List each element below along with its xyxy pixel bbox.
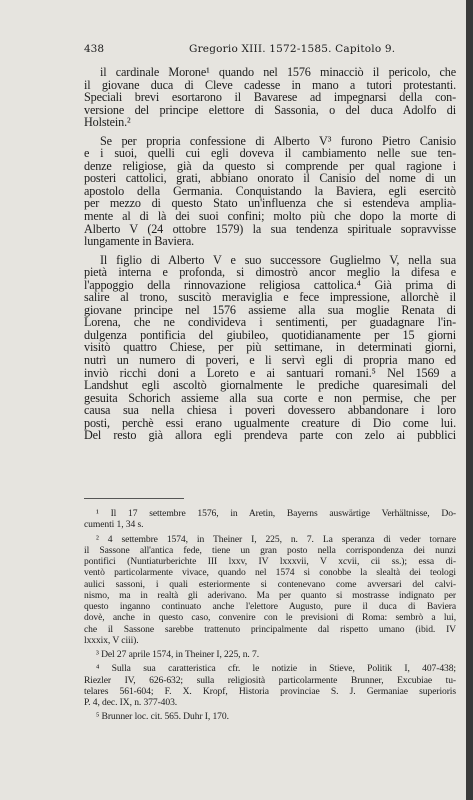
- footnotes: [84, 508, 456, 726]
- page-number: 438: [84, 43, 105, 55]
- text-line: dulgenza pontificia del giubileo, quotidianamente per 15 giorni: [84, 327, 456, 342]
- footnote-line: il Sassone all'antica fede, tiene un gran posto nella corrispondenza dei nunzi: [84, 544, 456, 556]
- text-line: gesuita Schorich assieme alla sua corte e non permise, che per: [84, 390, 456, 405]
- footnote-divider: [84, 498, 184, 499]
- text-line: Del resto già allora egli prendeva parte con zelo ai pubblici: [84, 428, 456, 443]
- text-line: Alberto V (24 ottobre 1579) la sua tendenza spirituale sopravvisse: [84, 221, 456, 236]
- footnote-line: questo inganno continuato anche l'elettore Augusto, pure il duca di Baviera: [84, 601, 456, 612]
- text-line: causa sua nella chiesa i poveri dovessero abbandonare i loro: [84, 403, 456, 418]
- page-header: [84, 41, 456, 57]
- running-title: Gregorio XIII. 1572-1585. Capitolo 9.: [189, 43, 396, 55]
- footnote: [84, 663, 456, 708]
- footnote-line: aulici sassoni, i quali esteriormente si contenevano come avversari del calvi-: [84, 578, 456, 590]
- footnote: [84, 508, 456, 531]
- text-line: mente al di là dei suoi confini; molto più che dopo la morte di: [84, 209, 456, 224]
- footnote-line: ¹ Il 17 settembre 1576, in Aretin, Bayerns auswärtige Verhältnisse, Do-: [96, 508, 456, 519]
- text-line: visitò quattro Chiese, per più settimane, in determinati giorni,: [84, 340, 456, 355]
- text-line: il cardinale Morone¹ quando nel 1576 minacciò il pericolo, che: [100, 65, 456, 79]
- paragraph: [84, 66, 456, 129]
- footnote: [84, 711, 456, 722]
- text-line: il giovane duca di Cleve cadesse in mano a tutori protestanti.: [84, 77, 456, 92]
- footnote-line: ⁴ Sulla sua caratteristica cfr. le notizie in Stieve, Politik I, 407-438;: [96, 663, 456, 675]
- text-line: posteri cattolici, grati, abbiano onorato il Canisio del nome di un: [84, 171, 456, 186]
- text-line: Speciali brevi esortarono il Bavarese ad impegnarsi della con-: [84, 90, 456, 105]
- text-line: pietà interna e profonda, si dimostrò ancor meglio la difesa e: [84, 265, 456, 280]
- paragraph: [84, 135, 456, 248]
- footnote-line: ² 4 settembre 1574, in Theiner I, 225, n. 7. La speranza di veder tornare: [96, 533, 456, 545]
- text-line: per mezzo di questo Stato un'influenza che si estendeva amplia-: [84, 196, 456, 211]
- footnote-line: pontifici (Nuntiaturberichte III lxxv, IV lxxxvii, V xcvii, cii ss.); essa di-: [84, 556, 456, 567]
- text-line: denze religiose, già da questo si comprende per qual ragione i: [84, 158, 456, 173]
- text-line: l'appoggio della rinnovazione religiosa cattolica.⁴ Già prima di: [84, 277, 456, 292]
- footnote: [84, 649, 456, 660]
- text-line: apostolo della Germania. Conquistando la Baviera, egli esercitò: [84, 183, 456, 198]
- text-line: versione del principe elettore di Sassonia, o del duca Adolfo di: [84, 102, 456, 117]
- footnote-line: cumenti 1, 34 s.: [84, 519, 144, 531]
- text-line: inviò ricchi doni a Loreto e ai santuari romani.⁵ Nel 1569 a: [84, 365, 456, 380]
- paragraph: [84, 254, 456, 442]
- text-line: Se per propria confessione di Alberto V³ furono Pietro Canisio: [100, 133, 456, 148]
- footnote-line: che il Sassone sarebbe trattenuto principalmente dal rispetto umano (ibid. IV: [84, 623, 456, 635]
- text-line: lungamente in Baviera.: [84, 234, 195, 249]
- text-line: Holstein.²: [84, 115, 131, 130]
- text-line: salire al trono, suscitò meraviglia e fece impressione, allorchè il: [84, 290, 456, 305]
- footnote: [84, 534, 456, 647]
- footnote-line: lxxxix, V ciii).: [84, 634, 139, 646]
- footnote-line: nismo, ma in realtà gli aderivano. Ma per quanto si mostrasse indignato per: [84, 589, 456, 601]
- footnote-line: dovè, anche in questo caso, convenire con le previsioni di Roma: sembrò a lui,: [84, 612, 456, 624]
- text-line: giovane principe nel 1576 assieme alla sua moglie Renata di: [84, 302, 456, 317]
- footnote-line: ⁵ Brunner loc. cit. 565. Duhr I, 170.: [96, 711, 229, 723]
- text-line: Lorena, che ne condivideva i sentimenti, per guadagnare l'in-: [84, 315, 456, 330]
- footnote-line: P. 4, dec. IX, n. 377-403.: [84, 697, 178, 708]
- text-line: Landshut egli ascoltò giornalmente le prediche quaresimali del: [84, 378, 456, 393]
- footnote-line: ventò particolarmente vivace, quando nel 1574 si conobbe la slealtà dei teologi: [84, 567, 456, 579]
- text-line: posti, perchè essi erano ugualmente creature di Dio come lui.: [84, 415, 456, 430]
- text-line: nutrì un numero di poveri, e li servì egli di propria mano ed: [84, 353, 456, 368]
- main-text: [84, 66, 456, 442]
- footnote-line: Riezler IV, 626-632; sulla religiosità particolarmente Brunner, Excubiae tu-: [84, 674, 456, 686]
- page-edge-shadow: [466, 0, 473, 800]
- text-line: Il figlio di Alberto V e suo successore Guglielmo V, nella sua: [100, 252, 456, 267]
- footnote-line: ³ Del 27 aprile 1574, in Theiner I, 225, n. 7.: [96, 649, 260, 660]
- text-line: e i suoi, quelli cui egli doveva il cambiamento nelle sue ten-: [84, 146, 456, 161]
- footnote-line: telares 561-604; F. X. Kropf, Historia provinciae S. J. Germaniae superioris: [84, 685, 456, 697]
